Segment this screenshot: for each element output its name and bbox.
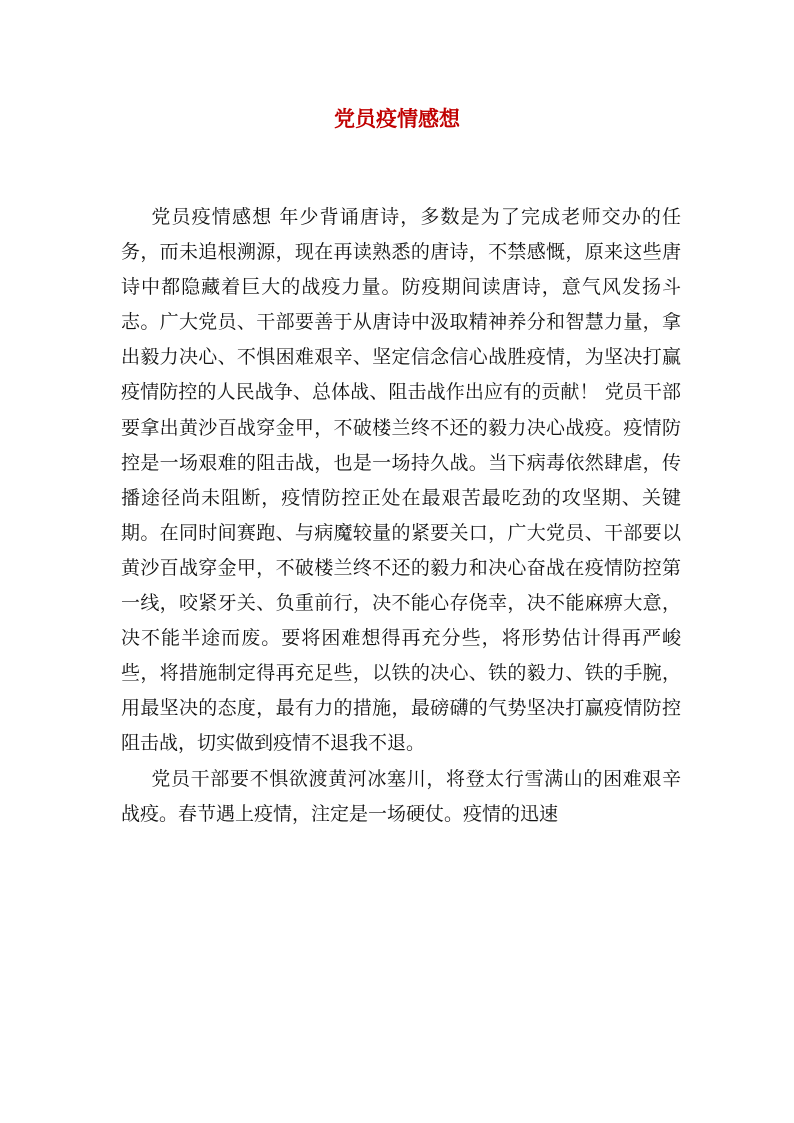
paragraph-2: 党员干部要不惧欲渡黄河冰塞川，将登太行雪满山的困难艰辛战疫。春节遇上疫情，注定是一场硬仗。疫情的迅速	[121, 767, 681, 825]
paragraph-1: 党员疫情感想 年少背诵唐诗，多数是为了完成老师交办的任务，而未追根溯源，现在再读熟悉的唐诗，不禁感慨，原来这些唐诗中都隐藏着巨大的战疫力量。防疫期间读唐诗，意气风发扬斗志。广大党员、干部要善于从唐诗中汲取精神养分和智慧力量，拿出毅力决心、不惧困难艰辛、坚定信念信心战胜疫情，为坚决打赢疫情防控的人民战争、总体战、阻击战作出应有的贡献！ 党员干部要拿出黄沙百战穿金甲，不破楼兰终不还的毅力决心战疫。疫情防控是一场艰难的阻击战，也是一场持久战。当下病毒依然肆虐，传播途径尚未阻断，疫情防控正处在最艰苦最吃劲的攻坚期、关键期。在同时间赛跑、与病魔较量的紧要关口，广大党员、干部要以黄沙百战穿金甲，不破楼兰终不还的毅力和决心奋战在疫情防控第一线，咬紧牙关、负重前行，决不能心存侥幸，决不能麻痹大意，决不能半途而废。要将困难想得再充分些，将形势估计得再严峻些，将措施制定得再充足些，以铁的决心、铁的毅力、铁的手腕，用最坚决的态度，最有力的措施，最磅礴的气势坚决打赢疫情防控阻击战，切实做到疫情不退我不退。	[121, 206, 681, 755]
document-title: 党员疫情感想	[334, 106, 460, 131]
document-body	[121, 200, 681, 832]
